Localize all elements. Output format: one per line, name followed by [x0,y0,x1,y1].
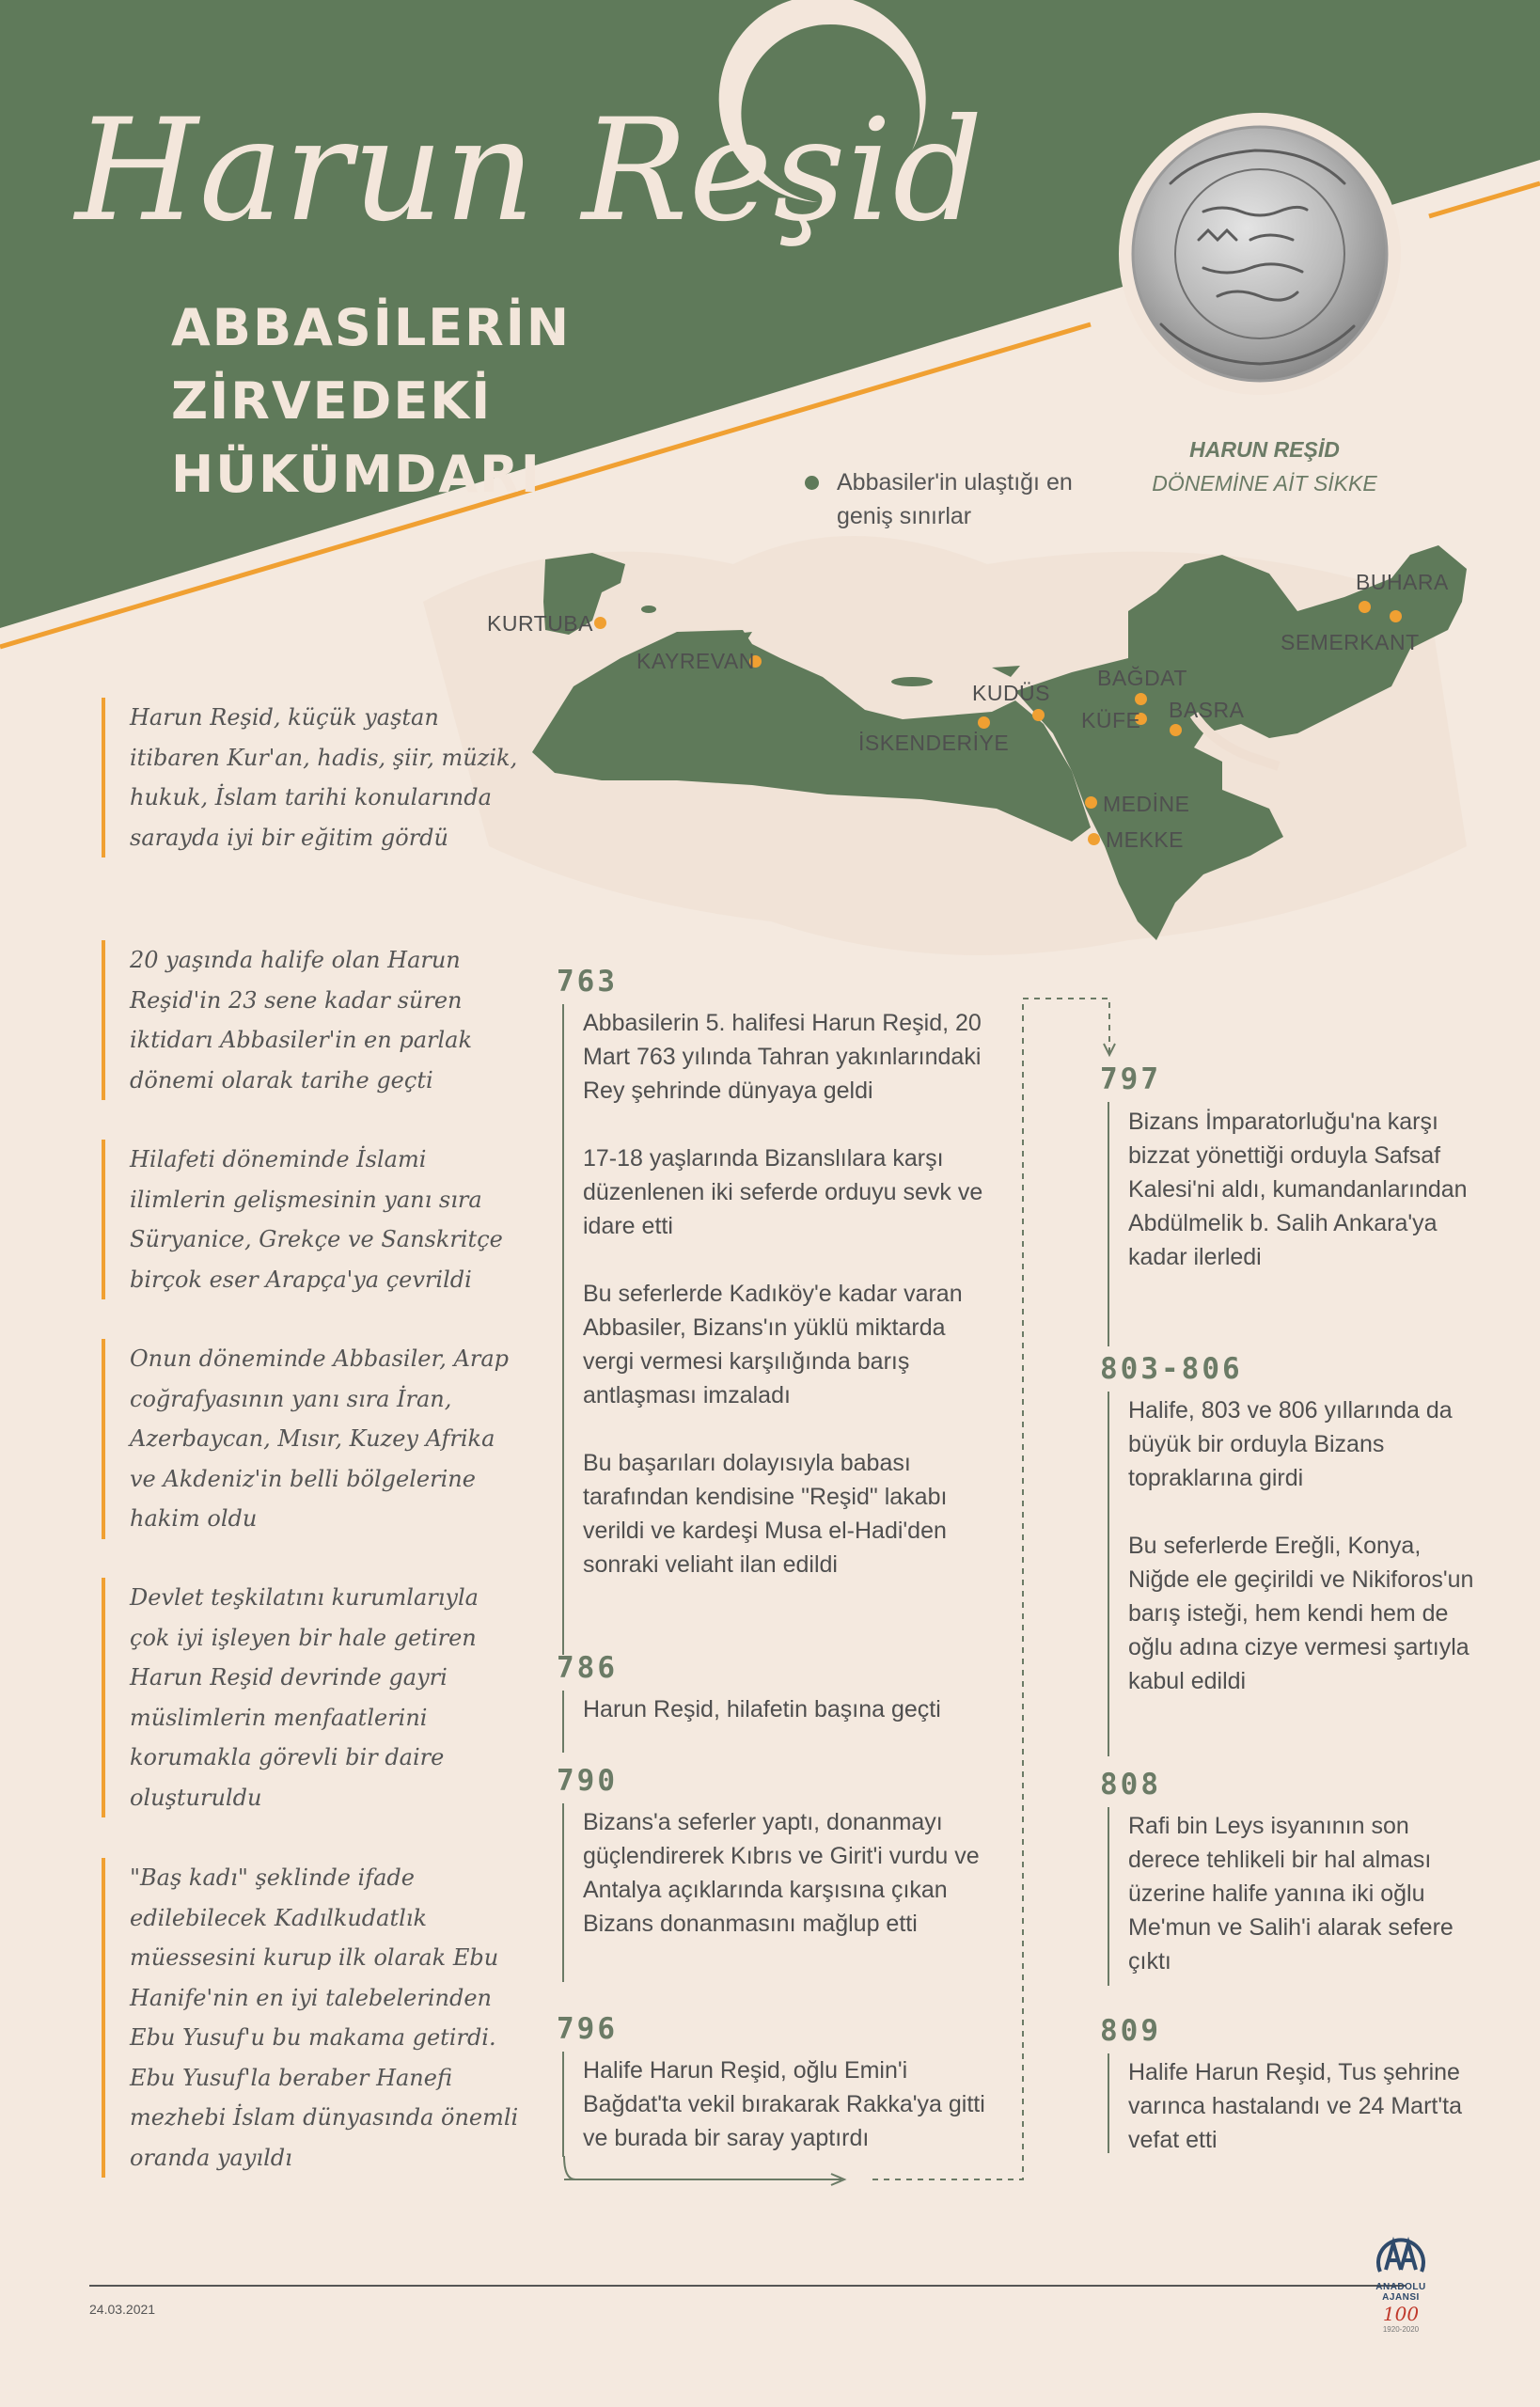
timeline-paragraph: Bizans İmparatorluğu'na karşı bizzat yönettiği orduyla Safsaf Kalesi'ni aldı, kumandanlarından Abdülmelik b. Salih Ankara'ya kadar ilerledi [1128,1109,1468,1270]
coin-caption-subtitle: DÖNEMİNE AİT SİKKE [1152,471,1377,496]
fact-item: Devlet teşkilatını kurumlarıyla çok iyi işleyen bir hale getiren Harun Reşid devrinde gayri müslimlerin menfaatlerini korumakla görevli bir daire oluşturuldu [102,1578,525,1817]
city-label-bagdat: BAĞDAT [1097,666,1187,690]
aa-logo-icon [1375,2230,1427,2275]
anadolu-logo [1368,2230,1434,2334]
timeline-paragraph: Rafi bin Leys isyanının son derece tehlikeli bir hal alması üzerine halife yanına iki oğlu Me'mun ve Salih'i alarak sefere çıktı [1128,1813,1454,1974]
timeline-paragraph: Halife Harun Reşid, Tus şehrine varınca hastalandı ve 24 Mart'ta vefat etti [1128,2059,1462,2153]
map-middle-east [1015,545,1467,940]
logo-name: ANADOLU AJANSI [1375,2282,1426,2303]
page-subtitle: ABBASİLERİN ZİRVEDEKİ HÜKÜMDARI [171,298,572,504]
timeline-paragraph: Bu seferlerde Ereğli, Konya, Niğde ele geçirildi ve Nikiforos'un barış isteği, hem kendi hem de oğlu adına cizye vermesi şartıyla kabul edildi [1128,1533,1474,1694]
fact-item: Harun Reşid, küçük yaştan itibaren Kur'an, hadis, şiir, müzik, hukuk, İslam tarihi konularında sarayda iyi bir eğitim gördü [102,698,525,857]
city-label-medine: MEDİNE [1103,792,1190,816]
page-title: Harun Reşid [75,89,984,253]
timeline-year: 808 [1100,1768,1161,1801]
city-dot-medine [1085,796,1097,809]
city-label-semerkant: SEMERKANT [1281,630,1420,654]
timeline-line [1108,1807,1109,1986]
footer-date: 24.03.2021 [89,2302,156,2317]
timeline-text [1128,1809,1485,1978]
footer-divider [89,2285,1406,2287]
city-label-kurtuba: KURTUBA [487,611,593,636]
timeline-paragraph: Abbasilerin 5. halifesi Harun Reşid, 20 Mart 763 yılında Tahran yakınlarındaki Rey şehrinde dünyaya geldi [583,1010,982,1104]
map-crete [891,677,933,686]
timeline-text [1128,1105,1485,1274]
city-label-iskenderiye: İSKENDERİYE [858,731,1010,755]
timeline-text [583,1692,987,1726]
timeline-line [562,1004,564,1655]
timeline-text [1128,2055,1485,2157]
timeline-line [1108,2053,1109,2153]
city-dot-kurtuba [594,617,606,629]
coin-caption-title: HARUN REŞİD [1189,437,1340,462]
city-dot-basra [1170,724,1182,736]
map-legend [809,465,1109,533]
logo-years: 1920-2020 [1382,2325,1420,2334]
timeline-year: 797 [1100,1062,1161,1096]
city-dot-iskenderiye [978,716,990,729]
timeline-text [583,1006,987,1581]
timeline-paragraph: Halife, 803 ve 806 yıllarında da büyük bir orduyla Bizans topraklarına girdi [1128,1397,1453,1491]
timeline-year: 790 [557,1764,618,1798]
timeline-line [1108,1102,1109,1346]
timeline-text [583,2053,987,2155]
fact-item: 20 yaşında halife olan Harun Reşid'in 23 sene kadar süren iktidarı Abbasiler'in en parlak dönemi olarak tarihe geçti [102,940,525,1100]
timeline-year: 786 [557,1651,618,1685]
city-label-buhara: BUHARA [1356,570,1449,594]
city-label-kayrevan: KAYREVAN [636,649,755,673]
timeline-line [562,2052,564,2157]
logo-anniversary: 100 [1382,2303,1420,2325]
city-dot-buhara [1390,610,1402,622]
coin-image [1114,108,1406,400]
map-cyprus [992,666,1020,677]
timeline-line [562,1691,564,1753]
city-label-basra: BASRA [1169,698,1245,722]
timeline-line [562,1803,564,1982]
timeline-paragraph: 17-18 yaşlarında Bizanslılara karşı düzenlenen iki seferde orduyu sevk ve idare etti [583,1145,983,1239]
timeline-paragraph: Bu başarıları dolayısıyla babası tarafından kendisine "Reşid" lakabı verildi ve kardeşi Musa el-Hadi'den sonraki veliaht ilan edildi [583,1450,948,1578]
timeline-text [1128,1393,1485,1698]
timeline-year: 796 [557,2012,618,2046]
timeline-year: 809 [1100,2014,1161,2048]
timeline-paragraph: Halife Harun Reşid, oğlu Emin'i Bağdat'ta vekil bırakarak Rakka'ya gitti ve burada bir saray yaptırdı [583,2057,985,2151]
fact-item: Hilafeti döneminde İslami ilimlerin gelişmesinin yanı sıra Süryanice, Grekçe ve Sanskritçe birçok eser Arapça'ya çevrildi [102,1140,525,1299]
fact-item: "Baş kadı" şeklinde ifade edilebilecek Kadılkudatlık müessesini kurup ilk olarak Ebu Hanife'nin en iyi talebelerinden Ebu Yusuf'u bu makama getirdi. Ebu Yusuf'la beraber Hanefi mezhebi İslam dünyasında önemli oranda yayıldı [102,1858,525,2178]
legend-dot-icon [805,476,819,490]
city-dot-kudus [1032,709,1045,721]
city-dot-bagdat [1135,693,1147,705]
legend-text: Abbasiler'in ulaştığı en geniş sınırlar [837,469,1073,529]
timeline-paragraph: Bu seferlerde Kadıköy'e kadar varan Abbasiler, Bizans'ın yüklü miktarda vergi vermesi karşılığında barış antlaşması imzaladı [583,1281,963,1408]
timeline-paragraph: Bizans'a seferler yaptı, donanmayı güçlendirerek Kıbrıs ve Girit'i vurdu ve Antalya açıklarında karşısına çıkan Bizans donanmasını mağlup etti [583,1809,980,1937]
timeline-paragraph: Harun Reşid, hilafetin başına geçti [583,1696,941,1723]
city-label-kudus: KUDÜS [972,681,1051,705]
map-balearic [641,606,656,613]
city-label-mekke: MEKKE [1106,827,1185,852]
city-dot-mekke [1088,833,1100,845]
fact-item: Onun döneminde Abbasiler, Arap coğrafyasının yanı sıra İran, Azerbaycan, Mısır, Kuzey Afrika ve Akdeniz'in belli bölgelerine hakim oldu [102,1339,525,1539]
timeline-year: 763 [557,965,618,999]
coin-caption [1091,433,1438,500]
timeline-line [1108,1392,1109,1756]
timeline-text [583,1805,987,1941]
timeline-year: 803-806 [1100,1352,1243,1386]
city-label-kufe: KÜFE [1081,708,1141,732]
city-dot-semerkant [1359,601,1371,613]
